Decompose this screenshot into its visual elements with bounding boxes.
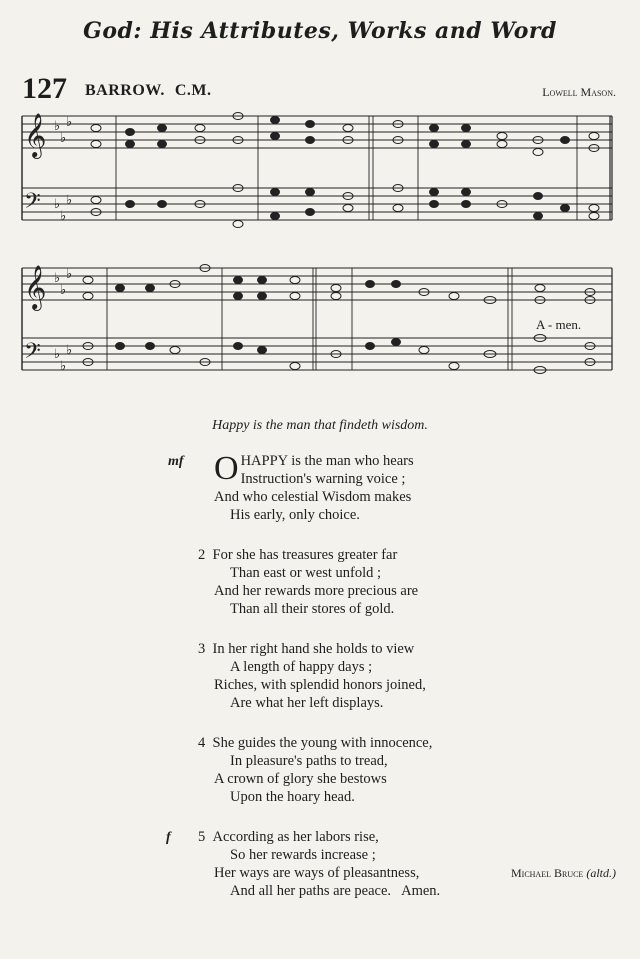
verse-5 [0,828,640,900]
tune-name: BARROW. [85,82,165,99]
bass-clef-icon: 𝄢 [24,189,41,219]
svg-text:♭: ♭ [54,347,61,362]
verse-line [0,640,640,658]
verse-line-text: For she has treasures greater far [212,547,398,563]
verse-2 [0,546,640,618]
dynamic-marking: f [166,830,171,845]
svg-text:♭: ♭ [60,359,67,374]
bass-clef-icon: 𝄢 [24,339,41,369]
verse-line: And her rewards more precious are [214,583,419,599]
verse-number: 3 [198,641,206,657]
page-header: God: His Attributes, Works and Word [83,18,557,44]
author-note: (altd.) [586,866,616,880]
hymn-number: 127 [22,72,67,105]
staff-treble-2 [22,268,612,300]
music-score [0,100,640,400]
verses [0,452,640,922]
staff-bass-1 [22,188,612,220]
verse-line: His early, only choice. [230,507,360,523]
svg-text:♭: ♭ [66,267,73,282]
verse-line-text: She guides the young with innocence, [212,735,433,751]
verse-number: 4 [198,735,206,751]
svg-text:♭: ♭ [54,271,61,286]
verse-line-text: HAPPY is the man who hears [240,453,414,469]
treble-clef-icon: 𝄞 [24,265,47,309]
tune-title [85,82,211,100]
svg-text:♭: ♭ [66,115,73,130]
verse-number: 5 [198,829,206,845]
treble-clef-icon: 𝄞 [24,113,47,157]
verse-line: And all her paths are peace. Amen. [230,883,441,899]
verse-line: Instruction's warning voice ; [240,471,406,487]
tune-meter: C.M. [174,82,212,99]
verse-1 [0,452,640,524]
amen-lyric: A - men. [536,317,582,332]
verse-line: Than all their stores of gold. [230,601,395,617]
svg-text:♭: ♭ [66,343,73,358]
staff-bass-2 [22,338,612,370]
svg-text:♭: ♭ [54,197,61,212]
verse-number: 2 [198,547,206,563]
verse-line: Her ways are ways of pleasantness, [214,865,420,881]
svg-text:♭: ♭ [60,209,67,224]
verse-line: Upon the hoary head. [230,789,355,805]
author-credit [511,866,616,881]
svg-text:♭: ♭ [60,283,67,298]
svg-text:♭: ♭ [60,131,67,146]
verse-line: Are what her left displays. [230,695,384,711]
staff-treble-1 [22,116,612,148]
verse-line: Than east or west unfold ; [230,565,382,581]
verse-line [0,828,640,846]
verse-line-text: According as her labors rise, [212,829,379,845]
verse-line-text: In her right hand she holds to view [212,641,415,657]
verse-line [0,546,640,564]
verse-line: Riches, with splendid honors joined, [214,677,426,693]
author-name: Michael Bruce [510,866,584,880]
scripture-motto: Happy is the man that findeth wisdom. [212,418,428,433]
verse-line: A crown of glory she bestows [214,771,387,787]
verse-3 [0,640,640,712]
verse-line: So her rewards increase ; [230,847,376,863]
composer: Lowell Mason. [542,85,616,99]
verse-line: And who celestial Wisdom makes [214,489,412,505]
svg-text:♭: ♭ [54,119,61,134]
verse-line: A length of happy days ; [230,659,373,675]
verse-line [0,734,640,752]
dynamic-marking: mf [168,454,184,469]
verse-line: In pleasure's paths to tread, [230,753,388,769]
verse-4 [0,734,640,806]
svg-text:♭: ♭ [66,193,73,208]
drop-cap: O [214,450,239,487]
